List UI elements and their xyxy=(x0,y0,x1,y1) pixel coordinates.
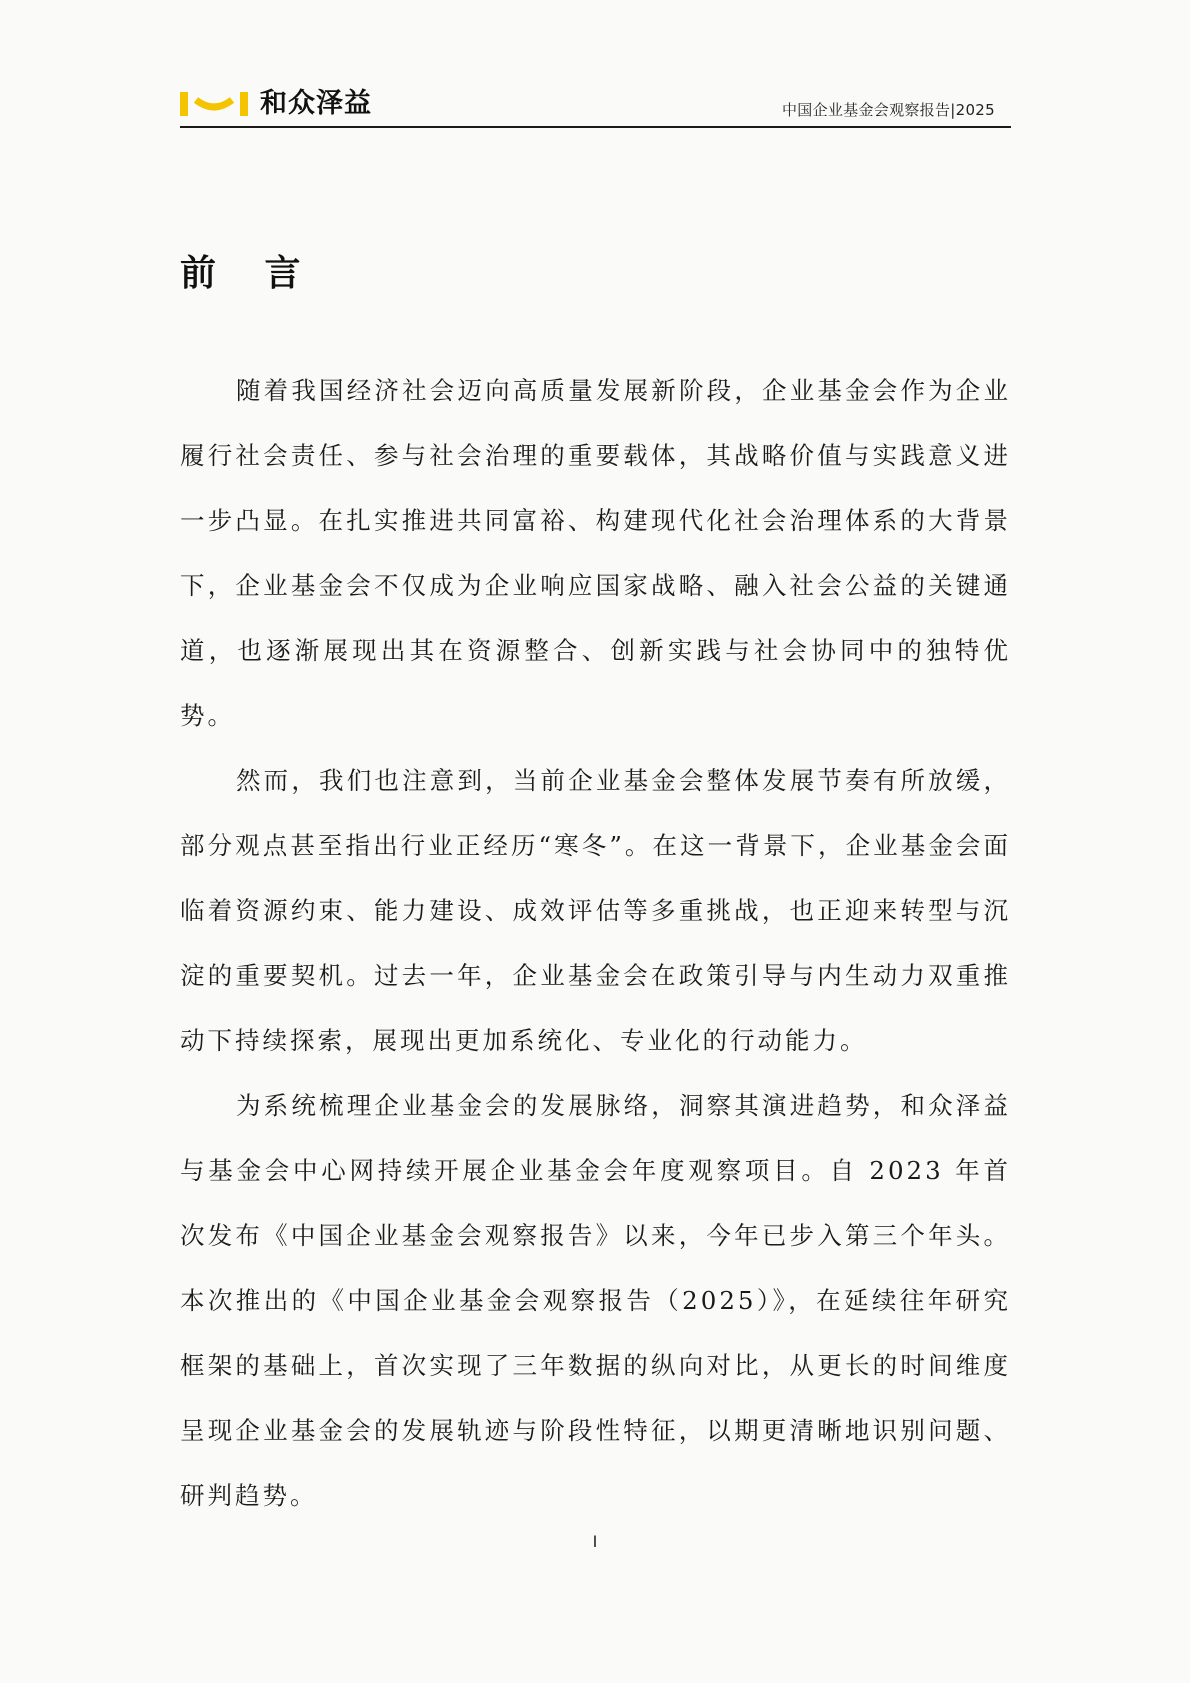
brand-logo xyxy=(180,88,372,120)
paragraph: 随着我国经济社会迈向高质量发展新阶段，企业基金会作为企业履行社会责任、参与社会治理的重要载体，其战略价值与实践意义进一步凸显。在扎实推进共同富裕、构建现代化社会治理体系的大背景下，企业基金会不仅成为企业响应国家战略、融入社会公益的关键通道，也逐渐展现出其在资源整合、创新实践与社会协同中的独特优势。 xyxy=(180,376,1011,730)
paragraph: 然而，我们也注意到，当前企业基金会整体发展节奏有所放缓，部分观点甚至指出行业正经历“寒冬”。在这一背景下，企业基金会面临着资源约束、能力建设、成效评估等多重挑战，也正迎来转型与沉淀的重要契机。过去一年，企业基金会在政策引导与内生动力双重推动下持续探索，展现出更加系统化、专业化的行动能力。 xyxy=(180,766,1011,1055)
logo-text: 和众泽益 xyxy=(260,88,372,119)
body-text xyxy=(180,358,1011,1528)
section-title: 前 言 xyxy=(180,252,319,294)
page-header xyxy=(180,80,1011,128)
hezhong-zeyi-logo-icon xyxy=(180,90,248,118)
page-number: I xyxy=(592,1532,598,1551)
paragraph: 为系统梳理企业基金会的发展脉络，洞察其演进趋势，和众泽益与基金会中心网持续开展企业基金会年度观察项目。自 2023 年首次发布《中国企业基金会观察报告》以来，今年已步入第三个年头。本次推出的《中国企业基金会观察报告（2025）》，在延续往年研究框架的基础上，首次实现了三年数据的纵向对比，从更长的时间维度呈现企业基金会的发展轨迹与阶段性特征，以期更清晰地识别问题、研判趋势。 xyxy=(180,1091,1011,1510)
report-title: 中国企业基金会观察报告|2025 xyxy=(781,101,995,119)
